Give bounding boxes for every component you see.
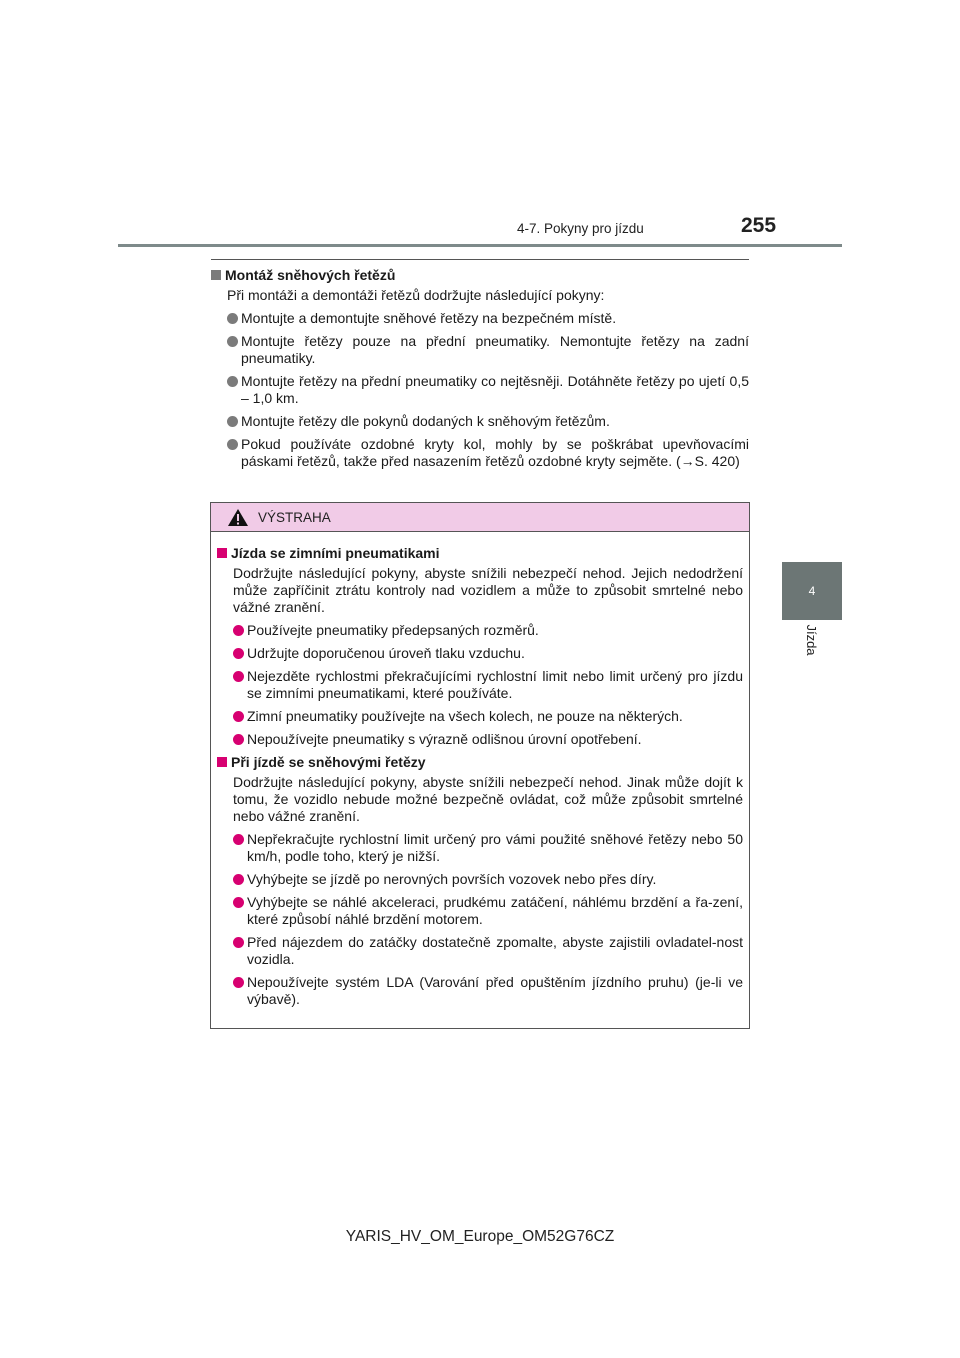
main-content [211,259,749,476]
list-item [233,894,743,928]
bullet-dot-icon [233,671,244,682]
bullet-dot-icon [233,874,244,885]
list-item-text: Montujte a demontujte sněhové řetězy na bezpečném místě. [241,310,617,326]
section-intro: Při montáži a demontáži řetězů dodržujte následující pokyny: [227,287,605,303]
bullet-dot-icon [233,977,244,988]
list-item [227,310,749,327]
page-number: 255 [741,214,777,237]
bullet-dot-icon [227,376,238,387]
list-item-text: Používejte pneumatiky předepsaných rozměrů. [247,622,539,638]
list-item-text: Montujte řetězy pouze na přední pneumatiky. Nemontujte řetězy na zadní pneumatiky. [241,333,749,366]
warning-list [217,622,743,748]
list-item [233,731,743,748]
list-item [227,436,749,470]
warning-section-heading [217,545,743,562]
section-heading-text: Montáž sněhových řetězů [225,267,396,283]
bullet-dot-icon [233,734,244,745]
square-bullet-icon [217,757,227,767]
bullet-dot-icon [227,336,238,347]
list-item-text: Zimní pneumatiky používejte na všech kolech, ne pouze na některých. [247,708,683,724]
list-item [233,645,743,662]
warning-list [217,831,743,1008]
list-item [233,622,743,639]
warning-title: VÝSTRAHA [258,509,331,525]
chapter-tab-number: 4 [808,584,816,598]
warning-body [211,532,749,1008]
bullet-dot-icon [227,313,238,324]
bullet-dot-icon [227,416,238,427]
list-item [233,871,743,888]
header-section-title: 4-7. Pokyny pro jízdu [517,221,644,236]
warning-section-heading-text: Při jízdě se sněhovými řetězy [231,754,426,770]
list-item [233,934,743,968]
list-item-text: Udržujte doporučenou úroveň tlaku vzduchu. [247,645,525,661]
warning-section-heading-text: Jízda se zimními pneumatikami [231,545,440,561]
chapter-label: Jízda [804,624,819,656]
list-item-text: Nejezděte rychlostmi překračujícími rychlostní limit nebo limit určený pro jízdu se zimními pneumatikami, které používáte. [247,668,743,701]
bullet-dot-icon [227,439,238,450]
square-bullet-icon [217,548,227,558]
instruction-list [211,310,749,470]
warning-box [210,502,750,1029]
list-item-text: Před nájezdem do zatáčky dostatečně zpomalte, abyste zajistili ovladatel-nost vozidla. [247,934,743,967]
list-item-text: Montujte řetězy dle pokynů dodaných k sněhovým řetězům. [241,413,610,429]
warning-section-intro: Dodržujte následující pokyny, abyste snížili nebezpečí nehod. Jejich nedodržení může zapříčinit ztrátu kontroly nad vozidlem a může to způsobit smrtelné nebo vážné zranění. [233,565,743,615]
warning-section-heading [217,754,743,771]
footer-code: YARIS_HV_OM_Europe_OM52G76CZ [345,1228,615,1245]
square-bullet-icon [211,270,221,280]
list-item-text: Nepřekračujte rychlostní limit určený pro vámi použité sněhové řetězy nebo 50 km/h, podle toho, který je nižší. [247,831,743,864]
bullet-dot-icon [233,648,244,659]
warning-triangle-icon [227,508,249,527]
bullet-dot-icon [233,711,244,722]
content-rule [211,259,749,260]
list-item-text: Nepoužívejte pneumatiky s výrazně odlišnou úrovní opotřebení. [247,731,642,747]
bullet-dot-icon [233,937,244,948]
bullet-dot-icon [233,834,244,845]
list-item [233,668,743,702]
list-item-text: Vyhýbejte se náhlé akceleraci, prudkému zatáčení, náhlému brzdění a řa-zení, které způsobí náhlé brzdění motorem. [247,894,743,927]
section-heading [211,267,749,284]
warning-header [211,503,749,532]
list-item [227,373,749,407]
list-item [227,413,749,430]
bullet-dot-icon [233,897,244,908]
list-item-text: Vyhýbejte se jízdě po nerovných površích vozovek nebo přes díry. [247,871,657,887]
list-item-text: Pokud používáte ozdobné kryty kol, mohly by se poškrábat upevňovacími páskami řetězů, takže před nasazením řetězů ozdobné kryty sejměte. (→S. 420) [241,436,749,469]
list-item-text: Nepoužívejte systém LDA (Varování před opuštěním jízdního pruhu) (je-li ve výbavě). [247,974,743,1007]
bullet-dot-icon [233,625,244,636]
list-item-text: Montujte řetězy na přední pneumatiky co nejtěsněji. Dotáhněte řetězy po ujetí 0,5 – 1,0 km. [241,373,749,406]
list-item [233,831,743,865]
list-item [233,974,743,1008]
header-rule [118,244,842,247]
list-item [227,333,749,367]
list-item [233,708,743,725]
warning-section-intro: Dodržujte následující pokyny, abyste snížili nebezpečí nehod. Jinak může dojít k tomu, že vozidlo nebude možné bezpečně ovládat, což může způsobit smrtelné nebo vážné zranění. [233,774,743,824]
